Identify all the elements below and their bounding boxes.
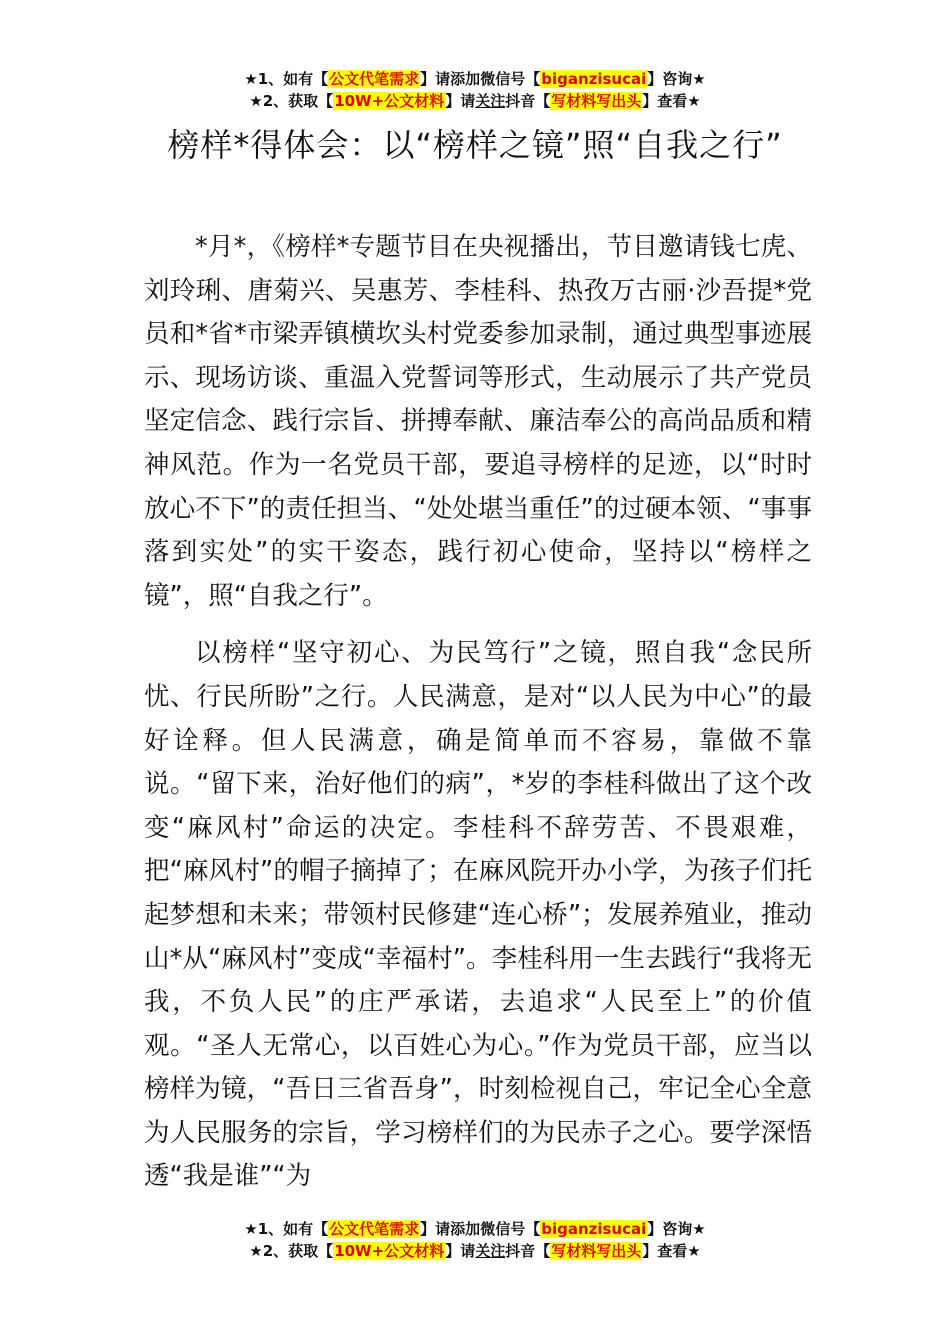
promo-footer: [0, 1218, 950, 1262]
promo-highlight-service: 公文代笔需求: [329, 70, 420, 88]
promo-highlight-wechat-id: biganzisucai: [541, 1220, 647, 1238]
document-body: [144, 226, 812, 1213]
promo-highlight-materials: 10W+公文材料: [334, 1242, 445, 1260]
paragraph-1: *月*，《榜样*专题节目在央视播出，节目邀请钱七虎、刘玲琍、唐菊兴、吴惠芳、李桂科、热孜万古丽·沙吾提*党员和*省*市梁弄镇横坎头村党委参加录制，通过典型事迹展示、现场访谈、重温入党誓词等形式，生动展示了共产党员坚定信念、践行宗旨、拼搏奉献、廉洁奉公的高尚品质和精神风范。作为一名党员干部，要追寻榜样的足迹，以“时时放心不下”的责任担当、“处处堪当重任”的过硬本领、“事事落到实处”的实干姿态，践行初心使命，坚持以“榜样之镜”，照“自我之行”。: [144, 232, 812, 611]
promo-highlight-materials: 10W+公文材料: [334, 92, 445, 110]
promo-highlight-service: 公文代笔需求: [329, 1220, 420, 1238]
promo-highlight-wechat-id: biganzisucai: [541, 70, 647, 88]
document-title: 榜样*得体会：以“榜样之镜”照“自我之行”: [167, 126, 783, 164]
promo-line-1: ★1、如有【公文代笔需求】请添加微信号【biganzisucai】咨询★: [244, 1220, 706, 1238]
promo-header: [0, 68, 950, 112]
paragraph-2: 以榜样“坚守初心、为民笃行”之镜，照自我“念民所忧、行民所盼”之行。人民满意，是对“以人民为中心”的最好诠释。但人民满意，确是简单而不容易，靠做不靠说。“留下来，治好他们的病”，*岁的李桂科做出了这个改变“麻风村”命运的决定。李桂科不辞劳苦、不畏艰难，把“麻风村”的帽子摘掉了；在麻风院开办小学，为孩子们托起梦想和未来；带领村民修建“连心桥”；发展养殖业，推动山*从“麻风村”变成“幸福村”。李桂科用一生去践行“我将无我，不负人民”的庄严承诺，去追求“人民至上”的价值观。“圣人无常心，以百姓心为心。”作为党员干部，应当以榜样为镜，“吾日三省吾身”，时刻检视自己，牢记全心全意为人民服务的宗旨，学习榜样们的为民赤子之心。要学深悟透“我是谁”“为: [144, 638, 812, 1192]
promo-line-2: ★2、获取【10W+公文材料】请关注抖音【写材料写出头】查看★: [249, 92, 701, 110]
promo-line-2: ★2、获取【10W+公文材料】请关注抖音【写材料写出头】查看★: [249, 1242, 701, 1260]
promo-highlight-douyin: 写材料写出头: [551, 1242, 642, 1260]
promo-line-1: ★1、如有【公文代笔需求】请添加微信号【biganzisucai】咨询★: [244, 70, 706, 88]
promo-highlight-douyin: 写材料写出头: [551, 92, 642, 110]
